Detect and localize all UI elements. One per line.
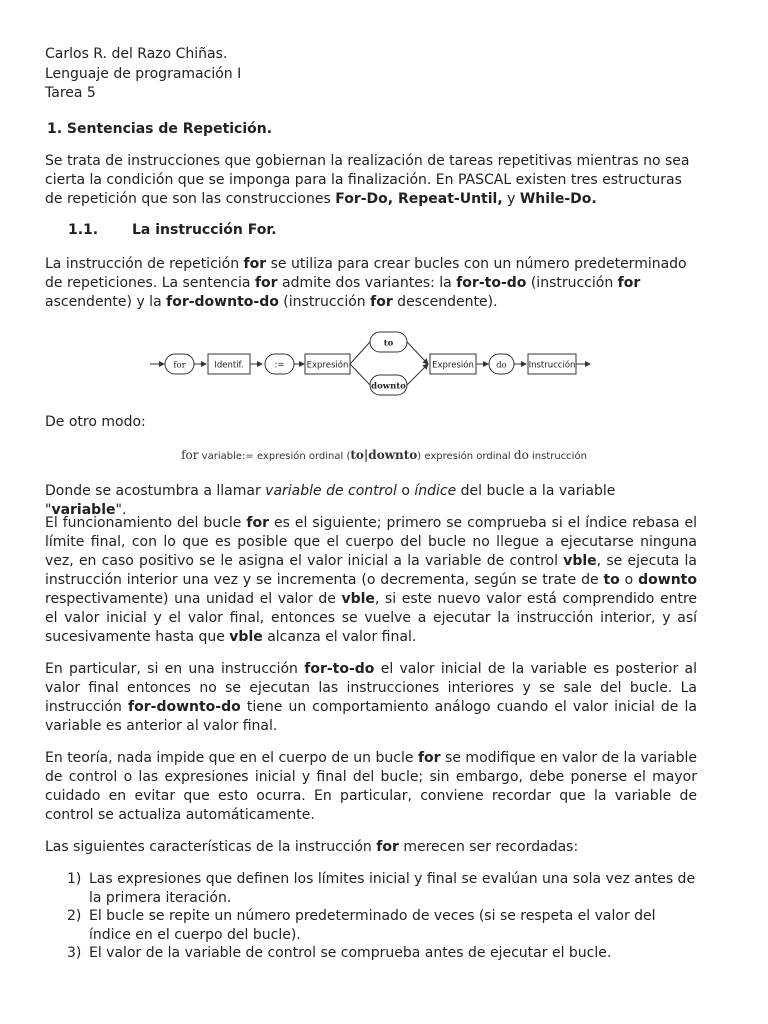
- diagram-do-label: do: [496, 360, 507, 371]
- diagram-identif-label: Identif.: [214, 360, 244, 371]
- characteristics-list: [67, 870, 697, 963]
- teoria-paragraph: En teoría, nada impide que en el cuerpo de un bucle for se modifique en valor de la variable de control o las expresiones inicial y final del bucle; sin embargo, debe ponerse el mayor cuidado en evitar que esto ocurra. En particular, conviene recordar que la variable de control se actualiza automáticamente.: [45, 750, 697, 823]
- diagram-instr-label: Instrucción: [528, 360, 576, 371]
- intro-paragraph: Se trata de instrucciones que gobiernan la realización de tareas repetitivas mientras no sea cierta la condición que se imponga para la finalización. En PASCAL existen tres estructuras de repetición que son las construcciones For-Do, Repeat-Until, y While-Do.: [45, 153, 690, 207]
- donde-paragraph: Donde se acostumbra a llamar variable de control o índice del bucle a la variable "variable".: [45, 483, 616, 518]
- subsection-number: 1.1.: [68, 222, 99, 238]
- diagram-to-label: to: [383, 338, 394, 349]
- document-header: [45, 45, 241, 104]
- section-heading: 1. Sentencias de Repetición.: [47, 121, 273, 137]
- caracteristicas-paragraph: Las siguientes características de la instrucción for merecen ser recordadas:: [45, 839, 579, 855]
- for-syntax-diagram: [150, 330, 600, 398]
- for-intro-paragraph: La instrucción de repetición for se utiliza para crear bucles con un número predeterminado de repeticiones. La sentencia for admite dos variantes: la for-to-do (instrucción for ascendente) y la for-downto-do (instrucción for descendente).: [45, 256, 687, 310]
- author-line: Carlos R. del Razo Chiñas.: [45, 46, 228, 62]
- list-item: 2) El bucle se repite un número predeterminado de veces (si se respeta el valor del índice en el cuerpo del bucle).: [67, 908, 656, 943]
- course-line: Lenguaje de programación I: [45, 65, 242, 82]
- diagram-expr2-label: Expresión: [432, 360, 474, 371]
- otro-modo-paragraph: De otro modo:: [45, 414, 146, 430]
- diagram-assign-label: :=: [274, 360, 285, 371]
- particular-paragraph: En particular, si en una instrucción for-to-do el valor inicial de la variable es posterior al valor final entonces no se ejecutan las instrucciones interiores y se sale del bucle. La instrucción for-downto-do tiene un comportamiento análogo cuando el valor inicial de la variable es anterior al valor final.: [45, 661, 697, 734]
- diagram-downto-label: downto: [371, 381, 406, 392]
- list-item: 3) El valor de la variable de control se comprueba antes de ejecutar el bucle.: [67, 945, 612, 961]
- for-formula: for variable:= expresión ordinal (to|downto) expresión ordinal do instrucción: [181, 448, 587, 462]
- task-line: Tarea 5: [45, 85, 96, 101]
- funcionamiento-paragraph: El funcionamiento del bucle for es el siguiente; primero se comprueba si el índice rebasa el límite final, con lo que es posible que el cuerpo del bucle no llegue a ejecutarse ninguna vez, en caso positivo se le asigna el valor inicial a la variable de control vble, se ejecuta la instrucción interior una vez y se incrementa (o decrementa, según se trate de to o downto respectivamente) una unidad el valor de vble, si este nuevo valor está comprendido entre el valor inicial y el valor final, entonces se vuelve a ejecutar la instrucción interior, y así sucesivamente hasta que vble alcanza el valor final.: [45, 515, 698, 645]
- subsection-title: La instrucción For.: [132, 222, 277, 238]
- subsection-heading: [68, 222, 277, 238]
- diagram-for-label: for: [173, 360, 186, 371]
- list-item: 1) Las expresiones que definen los límites inicial y final se evalúan una sola vez antes de la primera iteración.: [67, 871, 696, 906]
- diagram-expr1-label: Expresión: [306, 360, 349, 371]
